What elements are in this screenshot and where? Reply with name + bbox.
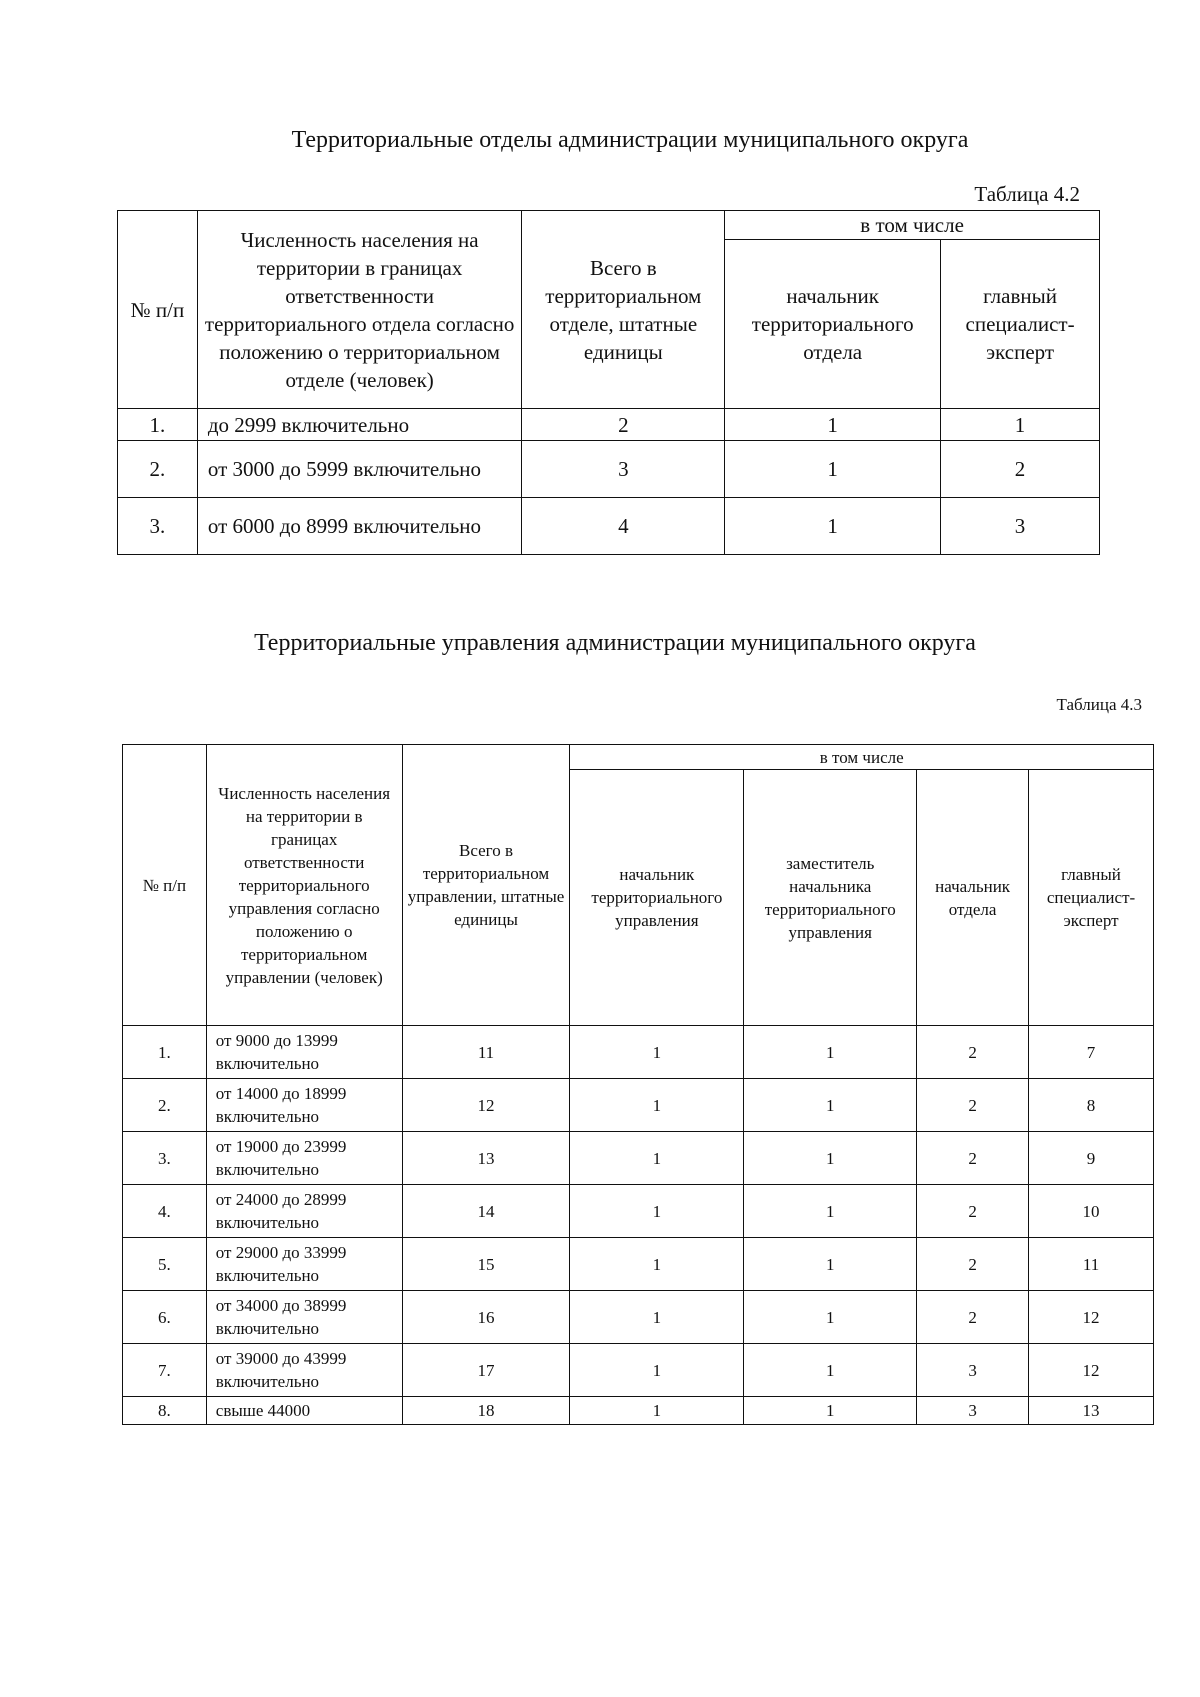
row-specialist: 3: [941, 498, 1100, 555]
row-num: 5.: [123, 1238, 207, 1291]
table1-title: Территориальные отделы администрации муниципального округа: [291, 127, 969, 153]
row-deputy: 1: [744, 1026, 917, 1079]
row-head: 1: [725, 441, 941, 498]
table1-header-total: Всего в территориальном отделе, штатные единицы: [522, 211, 725, 409]
table1-header-population: Численность населения на территории в границах ответственности территориального отдела согласно положению о территориальном отделе (человек): [197, 211, 522, 409]
row-dept-head: 3: [917, 1344, 1029, 1397]
table-row: [118, 441, 1100, 498]
row-head: 1: [725, 409, 941, 441]
row-total: 4: [522, 498, 725, 555]
table-row: [123, 1079, 1154, 1132]
row-deputy: 1: [744, 1185, 917, 1238]
row-deputy: 1: [744, 1397, 917, 1425]
row-population: от 29000 до 33999 включительно: [206, 1238, 402, 1291]
row-specialist: 9: [1029, 1132, 1154, 1185]
row-dept-head: 2: [917, 1026, 1029, 1079]
row-dept-head: 3: [917, 1397, 1029, 1425]
row-total: 2: [522, 409, 725, 441]
row-total: 11: [402, 1026, 570, 1079]
row-head: 1: [570, 1397, 744, 1425]
row-dept-head: 2: [917, 1238, 1029, 1291]
row-population: от 3000 до 5999 включительно: [197, 441, 522, 498]
row-num: 1.: [123, 1026, 207, 1079]
row-population: до 2999 включительно: [197, 409, 522, 441]
row-specialist: 11: [1029, 1238, 1154, 1291]
row-head: 1: [570, 1238, 744, 1291]
row-specialist: 12: [1029, 1344, 1154, 1397]
row-specialist: 7: [1029, 1026, 1154, 1079]
row-population: от 6000 до 8999 включительно: [197, 498, 522, 555]
row-num: 8.: [123, 1397, 207, 1425]
row-num: 2.: [123, 1079, 207, 1132]
row-population: от 39000 до 43999 включительно: [206, 1344, 402, 1397]
table1-header-including: в том числе: [725, 211, 1100, 240]
row-num: 2.: [118, 441, 198, 498]
table1-header-row: [118, 211, 1100, 240]
table2-title: Территориальные управления администрации муниципального округа: [254, 630, 976, 656]
row-deputy: 1: [744, 1238, 917, 1291]
table-row: [123, 1026, 1154, 1079]
row-num: 1.: [118, 409, 198, 441]
table1: [117, 210, 1100, 555]
table1-header-head: начальник территориального отдела: [725, 240, 941, 409]
table2-header-row: [123, 745, 1154, 770]
table2-header-population: Численность населения на территории в границах ответственности территориального управления согласно положению о территориальном управлении (человек): [206, 745, 402, 1026]
row-head: 1: [570, 1291, 744, 1344]
table2-header-specialist: главный специалист-эксперт: [1029, 770, 1154, 1026]
table-row: [123, 1238, 1154, 1291]
row-specialist: 10: [1029, 1185, 1154, 1238]
row-total: 18: [402, 1397, 570, 1425]
row-head: 1: [570, 1185, 744, 1238]
table-row: [123, 1291, 1154, 1344]
table-row: [123, 1344, 1154, 1397]
row-num: 4.: [123, 1185, 207, 1238]
table2-header-deputy: заместитель начальника территориального управления: [744, 770, 917, 1026]
row-deputy: 1: [744, 1079, 917, 1132]
row-population: свыше 44000: [206, 1397, 402, 1425]
row-total: 17: [402, 1344, 570, 1397]
table2-header-including: в том числе: [570, 745, 1154, 770]
row-head: 1: [570, 1344, 744, 1397]
row-deputy: 1: [744, 1132, 917, 1185]
row-population: от 14000 до 18999 включительно: [206, 1079, 402, 1132]
row-population: от 9000 до 13999 включительно: [206, 1026, 402, 1079]
table1-caption: Таблица 4.2: [974, 182, 1080, 206]
table2-header-head: начальник территориального управления: [570, 770, 744, 1026]
row-deputy: 1: [744, 1344, 917, 1397]
row-deputy: 1: [744, 1291, 917, 1344]
row-total: 12: [402, 1079, 570, 1132]
row-head: 1: [570, 1079, 744, 1132]
row-total: 14: [402, 1185, 570, 1238]
row-specialist: 1: [941, 409, 1100, 441]
row-num: 6.: [123, 1291, 207, 1344]
table-row: [123, 1132, 1154, 1185]
table-row: [118, 409, 1100, 441]
row-head: 1: [570, 1026, 744, 1079]
table2-caption: Таблица 4.3: [1056, 695, 1142, 714]
row-total: 3: [522, 441, 725, 498]
row-dept-head: 2: [917, 1291, 1029, 1344]
row-num: 3.: [123, 1132, 207, 1185]
table2-body: [123, 745, 1154, 1425]
row-head: 1: [570, 1132, 744, 1185]
table1-header-specialist: главный специалист-эксперт: [941, 240, 1100, 409]
row-population: от 19000 до 23999 включительно: [206, 1132, 402, 1185]
row-total: 16: [402, 1291, 570, 1344]
table2: [122, 744, 1154, 1425]
row-num: 7.: [123, 1344, 207, 1397]
row-total: 13: [402, 1132, 570, 1185]
row-dept-head: 2: [917, 1185, 1029, 1238]
table1-body: [118, 211, 1100, 555]
row-total: 15: [402, 1238, 570, 1291]
row-dept-head: 2: [917, 1079, 1029, 1132]
row-population: от 34000 до 38999 включительно: [206, 1291, 402, 1344]
row-dept-head: 2: [917, 1132, 1029, 1185]
row-specialist: 12: [1029, 1291, 1154, 1344]
table2-header-dept-head: начальник отдела: [917, 770, 1029, 1026]
table-row: [123, 1397, 1154, 1425]
table1-header-num: № п/п: [118, 211, 198, 409]
row-population: от 24000 до 28999 включительно: [206, 1185, 402, 1238]
table-row: [123, 1185, 1154, 1238]
table-row: [118, 498, 1100, 555]
row-num: 3.: [118, 498, 198, 555]
table2-header-total: Всего в территориальном управлении, штатные единицы: [402, 745, 570, 1026]
row-specialist: 2: [941, 441, 1100, 498]
row-specialist: 8: [1029, 1079, 1154, 1132]
row-specialist: 13: [1029, 1397, 1154, 1425]
table2-header-num: № п/п: [123, 745, 207, 1026]
row-head: 1: [725, 498, 941, 555]
